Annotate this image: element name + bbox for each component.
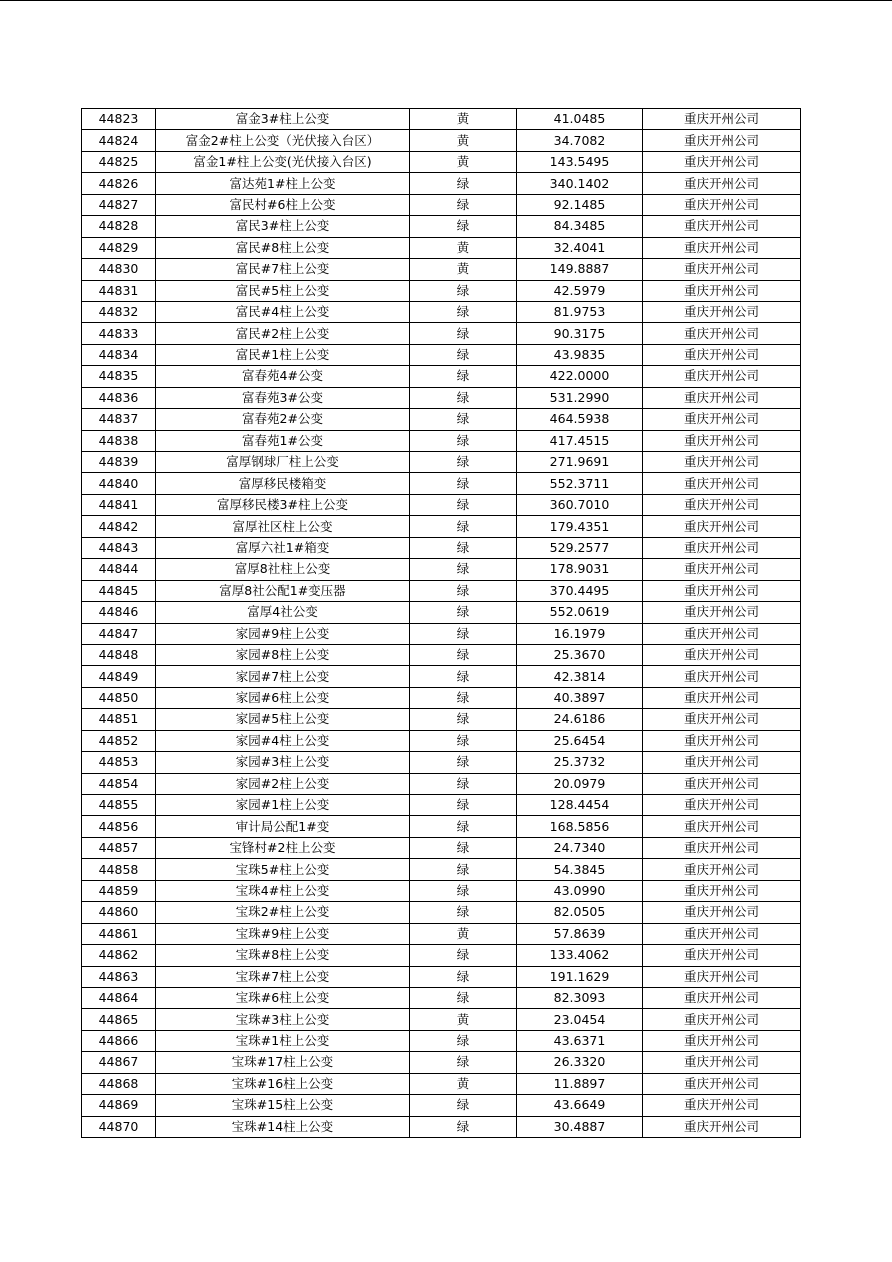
status-level-cell: 绿 — [410, 644, 517, 665]
capacity-value-cell: 422.0000 — [517, 366, 643, 387]
status-level-cell: 绿 — [410, 752, 517, 773]
company-cell: 重庆开州公司 — [643, 644, 801, 665]
table-row — [82, 795, 801, 816]
company-cell: 重庆开州公司 — [643, 194, 801, 215]
capacity-value-cell: 340.1402 — [517, 173, 643, 194]
row-id-cell: 44866 — [82, 1030, 156, 1051]
capacity-value-cell: 25.6454 — [517, 730, 643, 751]
transformer-name-cell: 富民3#柱上公变 — [156, 216, 410, 237]
company-cell: 重庆开州公司 — [643, 537, 801, 558]
status-level-cell: 绿 — [410, 344, 517, 365]
capacity-value-cell: 191.1629 — [517, 966, 643, 987]
status-level-cell: 绿 — [410, 880, 517, 901]
table-row — [82, 1073, 801, 1094]
transformer-name-cell: 富春苑4#公变 — [156, 366, 410, 387]
row-id-cell: 44827 — [82, 194, 156, 215]
status-level-cell: 绿 — [410, 1095, 517, 1116]
capacity-value-cell: 25.3670 — [517, 644, 643, 665]
row-id-cell: 44864 — [82, 987, 156, 1008]
transformer-name-cell: 富厚移民楼3#柱上公变 — [156, 494, 410, 515]
transformer-name-cell: 富金2#柱上公变（光伏接入台区） — [156, 130, 410, 151]
row-id-cell: 44835 — [82, 366, 156, 387]
row-id-cell: 44848 — [82, 644, 156, 665]
table-row — [82, 602, 801, 623]
table-row — [82, 194, 801, 215]
row-id-cell: 44859 — [82, 880, 156, 901]
row-id-cell: 44853 — [82, 752, 156, 773]
row-id-cell: 44831 — [82, 280, 156, 301]
table-row — [82, 430, 801, 451]
status-level-cell: 绿 — [410, 816, 517, 837]
company-cell: 重庆开州公司 — [643, 773, 801, 794]
status-level-cell: 绿 — [410, 516, 517, 537]
transformer-name-cell: 富民#7柱上公变 — [156, 259, 410, 280]
company-cell: 重庆开州公司 — [643, 666, 801, 687]
status-level-cell: 绿 — [410, 837, 517, 858]
transformer-name-cell: 家园#4柱上公变 — [156, 730, 410, 751]
table-row — [82, 923, 801, 944]
transformer-name-cell: 富金3#柱上公变 — [156, 109, 410, 130]
capacity-value-cell: 11.8897 — [517, 1073, 643, 1094]
table-row — [82, 1116, 801, 1137]
capacity-value-cell: 149.8887 — [517, 259, 643, 280]
company-cell: 重庆开州公司 — [643, 387, 801, 408]
status-level-cell: 绿 — [410, 323, 517, 344]
row-id-cell: 44860 — [82, 902, 156, 923]
transformer-name-cell: 富春苑2#公变 — [156, 409, 410, 430]
table-row — [82, 859, 801, 880]
status-level-cell: 绿 — [410, 709, 517, 730]
capacity-value-cell: 40.3897 — [517, 687, 643, 708]
company-cell: 重庆开州公司 — [643, 1095, 801, 1116]
transformer-name-cell: 审计局公配1#变 — [156, 816, 410, 837]
table-row — [82, 216, 801, 237]
capacity-value-cell: 42.3814 — [517, 666, 643, 687]
capacity-value-cell: 82.3093 — [517, 987, 643, 1008]
transformer-name-cell: 宝珠#16柱上公变 — [156, 1073, 410, 1094]
row-id-cell: 44869 — [82, 1095, 156, 1116]
capacity-value-cell: 42.5979 — [517, 280, 643, 301]
transformer-name-cell: 宝珠#7柱上公变 — [156, 966, 410, 987]
row-id-cell: 44829 — [82, 237, 156, 258]
transformer-name-cell: 富民村#6柱上公变 — [156, 194, 410, 215]
transformer-name-cell: 家园#1柱上公变 — [156, 795, 410, 816]
status-level-cell: 绿 — [410, 409, 517, 430]
transformer-name-cell: 富厚六社1#箱变 — [156, 537, 410, 558]
table-row — [82, 452, 801, 473]
row-id-cell: 44845 — [82, 580, 156, 601]
transformer-name-cell: 家园#6柱上公变 — [156, 687, 410, 708]
transformer-name-cell: 富民#4柱上公变 — [156, 301, 410, 322]
row-id-cell: 44841 — [82, 494, 156, 515]
company-cell: 重庆开州公司 — [643, 473, 801, 494]
table-row — [82, 730, 801, 751]
capacity-value-cell: 552.0619 — [517, 602, 643, 623]
transformer-name-cell: 宝珠#15柱上公变 — [156, 1095, 410, 1116]
status-level-cell: 绿 — [410, 623, 517, 644]
status-level-cell: 绿 — [410, 730, 517, 751]
capacity-value-cell: 23.0454 — [517, 1009, 643, 1030]
status-level-cell: 黄 — [410, 151, 517, 172]
company-cell: 重庆开州公司 — [643, 1030, 801, 1051]
company-cell: 重庆开州公司 — [643, 130, 801, 151]
status-level-cell: 绿 — [410, 301, 517, 322]
transformer-table — [81, 108, 801, 1138]
table-row — [82, 130, 801, 151]
row-id-cell: 44870 — [82, 1116, 156, 1137]
capacity-value-cell: 370.4495 — [517, 580, 643, 601]
table-row — [82, 280, 801, 301]
status-level-cell: 绿 — [410, 537, 517, 558]
capacity-value-cell: 20.0979 — [517, 773, 643, 794]
company-cell: 重庆开州公司 — [643, 880, 801, 901]
company-cell: 重庆开州公司 — [643, 430, 801, 451]
status-level-cell: 绿 — [410, 494, 517, 515]
status-level-cell: 绿 — [410, 945, 517, 966]
capacity-value-cell: 43.9835 — [517, 344, 643, 365]
table-row — [82, 409, 801, 430]
table-row — [82, 945, 801, 966]
row-id-cell: 44865 — [82, 1009, 156, 1030]
capacity-value-cell: 34.7082 — [517, 130, 643, 151]
status-level-cell: 绿 — [410, 902, 517, 923]
transformer-name-cell: 宝珠#1柱上公变 — [156, 1030, 410, 1051]
table-row — [82, 773, 801, 794]
company-cell: 重庆开州公司 — [643, 923, 801, 944]
status-level-cell: 绿 — [410, 987, 517, 1008]
status-level-cell: 绿 — [410, 216, 517, 237]
company-cell: 重庆开州公司 — [643, 344, 801, 365]
status-level-cell: 绿 — [410, 602, 517, 623]
transformer-name-cell: 宝珠2#柱上公变 — [156, 902, 410, 923]
status-level-cell: 黄 — [410, 1073, 517, 1094]
row-id-cell: 44868 — [82, 1073, 156, 1094]
row-id-cell: 44837 — [82, 409, 156, 430]
transformer-name-cell: 宝锋村#2柱上公变 — [156, 837, 410, 858]
transformer-name-cell: 富厚8社柱上公变 — [156, 559, 410, 580]
status-level-cell: 绿 — [410, 173, 517, 194]
table-row — [82, 494, 801, 515]
status-level-cell: 绿 — [410, 280, 517, 301]
transformer-name-cell: 宝珠#17柱上公变 — [156, 1052, 410, 1073]
row-id-cell: 44836 — [82, 387, 156, 408]
capacity-value-cell: 41.0485 — [517, 109, 643, 130]
capacity-value-cell: 26.3320 — [517, 1052, 643, 1073]
table-row — [82, 559, 801, 580]
status-level-cell: 绿 — [410, 966, 517, 987]
row-id-cell: 44824 — [82, 130, 156, 151]
status-level-cell: 绿 — [410, 559, 517, 580]
status-level-cell: 绿 — [410, 687, 517, 708]
table-row — [82, 1095, 801, 1116]
row-id-cell: 44839 — [82, 452, 156, 473]
row-id-cell: 44854 — [82, 773, 156, 794]
transformer-name-cell: 宝珠#9柱上公变 — [156, 923, 410, 944]
company-cell: 重庆开州公司 — [643, 966, 801, 987]
capacity-value-cell: 360.7010 — [517, 494, 643, 515]
capacity-value-cell: 179.4351 — [517, 516, 643, 537]
table-row — [82, 301, 801, 322]
table-row — [82, 151, 801, 172]
table-row — [82, 1009, 801, 1030]
transformer-name-cell: 家园#5柱上公变 — [156, 709, 410, 730]
transformer-name-cell: 宝珠#14柱上公变 — [156, 1116, 410, 1137]
table-row — [82, 902, 801, 923]
status-level-cell: 绿 — [410, 580, 517, 601]
capacity-value-cell: 82.0505 — [517, 902, 643, 923]
company-cell: 重庆开州公司 — [643, 452, 801, 473]
capacity-value-cell: 90.3175 — [517, 323, 643, 344]
status-level-cell: 绿 — [410, 473, 517, 494]
row-id-cell: 44852 — [82, 730, 156, 751]
capacity-value-cell: 54.3845 — [517, 859, 643, 880]
transformer-name-cell: 家园#9柱上公变 — [156, 623, 410, 644]
status-level-cell: 黄 — [410, 237, 517, 258]
row-id-cell: 44847 — [82, 623, 156, 644]
row-id-cell: 44863 — [82, 966, 156, 987]
capacity-value-cell: 81.9753 — [517, 301, 643, 322]
company-cell: 重庆开州公司 — [643, 216, 801, 237]
company-cell: 重庆开州公司 — [643, 259, 801, 280]
status-level-cell: 绿 — [410, 666, 517, 687]
company-cell: 重庆开州公司 — [643, 301, 801, 322]
status-level-cell: 绿 — [410, 1116, 517, 1137]
company-cell: 重庆开州公司 — [643, 559, 801, 580]
table-row — [82, 237, 801, 258]
capacity-value-cell: 92.1485 — [517, 194, 643, 215]
capacity-value-cell: 43.6649 — [517, 1095, 643, 1116]
row-id-cell: 44857 — [82, 837, 156, 858]
status-level-cell: 绿 — [410, 430, 517, 451]
table-row — [82, 987, 801, 1008]
row-id-cell: 44858 — [82, 859, 156, 880]
row-id-cell: 44828 — [82, 216, 156, 237]
capacity-value-cell: 168.5856 — [517, 816, 643, 837]
company-cell: 重庆开州公司 — [643, 795, 801, 816]
status-level-cell: 绿 — [410, 194, 517, 215]
company-cell: 重庆开州公司 — [643, 151, 801, 172]
table-row — [82, 709, 801, 730]
table-row — [82, 537, 801, 558]
transformer-name-cell: 宝珠#8柱上公变 — [156, 945, 410, 966]
table-row — [82, 387, 801, 408]
transformer-name-cell: 富金1#柱上公变(光伏接入台区) — [156, 151, 410, 172]
row-id-cell: 44856 — [82, 816, 156, 837]
transformer-name-cell: 宝珠4#柱上公变 — [156, 880, 410, 901]
status-level-cell: 绿 — [410, 1030, 517, 1051]
transformer-name-cell: 家园#8柱上公变 — [156, 644, 410, 665]
table-row — [82, 323, 801, 344]
transformer-name-cell: 富春苑3#公变 — [156, 387, 410, 408]
company-cell: 重庆开州公司 — [643, 602, 801, 623]
table-row — [82, 1052, 801, 1073]
capacity-value-cell: 128.4454 — [517, 795, 643, 816]
capacity-value-cell: 417.4515 — [517, 430, 643, 451]
row-id-cell: 44843 — [82, 537, 156, 558]
table-row — [82, 173, 801, 194]
status-level-cell: 黄 — [410, 923, 517, 944]
transformer-name-cell: 富民#8柱上公变 — [156, 237, 410, 258]
table-row — [82, 644, 801, 665]
company-cell: 重庆开州公司 — [643, 730, 801, 751]
table-row — [82, 752, 801, 773]
company-cell: 重庆开州公司 — [643, 1073, 801, 1094]
table-row — [82, 966, 801, 987]
status-level-cell: 黄 — [410, 1009, 517, 1030]
company-cell: 重庆开州公司 — [643, 237, 801, 258]
row-id-cell: 44855 — [82, 795, 156, 816]
company-cell: 重庆开州公司 — [643, 687, 801, 708]
capacity-value-cell: 84.3485 — [517, 216, 643, 237]
company-cell: 重庆开州公司 — [643, 323, 801, 344]
capacity-value-cell: 43.6371 — [517, 1030, 643, 1051]
table-body — [82, 109, 801, 1138]
table-row — [82, 687, 801, 708]
capacity-value-cell: 16.1979 — [517, 623, 643, 644]
table-row — [82, 109, 801, 130]
table-row — [82, 473, 801, 494]
capacity-value-cell: 178.9031 — [517, 559, 643, 580]
company-cell: 重庆开州公司 — [643, 623, 801, 644]
capacity-value-cell: 43.0990 — [517, 880, 643, 901]
capacity-value-cell: 529.2577 — [517, 537, 643, 558]
transformer-name-cell: 富厚钢球厂柱上公变 — [156, 452, 410, 473]
table-row — [82, 366, 801, 387]
capacity-value-cell: 30.4887 — [517, 1116, 643, 1137]
status-level-cell: 绿 — [410, 859, 517, 880]
company-cell: 重庆开州公司 — [643, 902, 801, 923]
transformer-name-cell: 富达苑1#柱上公变 — [156, 173, 410, 194]
company-cell: 重庆开州公司 — [643, 516, 801, 537]
status-level-cell: 绿 — [410, 387, 517, 408]
capacity-value-cell: 24.7340 — [517, 837, 643, 858]
company-cell: 重庆开州公司 — [643, 752, 801, 773]
row-id-cell: 44833 — [82, 323, 156, 344]
transformer-name-cell: 富民#5柱上公变 — [156, 280, 410, 301]
company-cell: 重庆开州公司 — [643, 280, 801, 301]
table-row — [82, 580, 801, 601]
company-cell: 重庆开州公司 — [643, 173, 801, 194]
row-id-cell: 44844 — [82, 559, 156, 580]
row-id-cell: 44830 — [82, 259, 156, 280]
transformer-name-cell: 富厚8社公配1#变压器 — [156, 580, 410, 601]
table-row — [82, 1030, 801, 1051]
row-id-cell: 44861 — [82, 923, 156, 944]
capacity-value-cell: 552.3711 — [517, 473, 643, 494]
company-cell: 重庆开州公司 — [643, 859, 801, 880]
table-row — [82, 816, 801, 837]
transformer-name-cell: 宝珠#6柱上公变 — [156, 987, 410, 1008]
status-level-cell: 绿 — [410, 452, 517, 473]
company-cell: 重庆开州公司 — [643, 494, 801, 515]
capacity-value-cell: 271.9691 — [517, 452, 643, 473]
table-row — [82, 623, 801, 644]
capacity-value-cell: 464.5938 — [517, 409, 643, 430]
transformer-name-cell: 家园#2柱上公变 — [156, 773, 410, 794]
row-id-cell: 44840 — [82, 473, 156, 494]
transformer-name-cell: 富厚4社公变 — [156, 602, 410, 623]
transformer-name-cell: 家园#3柱上公变 — [156, 752, 410, 773]
row-id-cell: 44851 — [82, 709, 156, 730]
transformer-name-cell: 家园#7柱上公变 — [156, 666, 410, 687]
row-id-cell: 44842 — [82, 516, 156, 537]
table-row — [82, 880, 801, 901]
row-id-cell: 44850 — [82, 687, 156, 708]
capacity-value-cell: 25.3732 — [517, 752, 643, 773]
page-top-border — [0, 0, 892, 1]
status-level-cell: 绿 — [410, 773, 517, 794]
capacity-value-cell: 57.8639 — [517, 923, 643, 944]
row-id-cell: 44834 — [82, 344, 156, 365]
row-id-cell: 44823 — [82, 109, 156, 130]
transformer-name-cell: 宝珠#3柱上公变 — [156, 1009, 410, 1030]
capacity-value-cell: 24.6186 — [517, 709, 643, 730]
row-id-cell: 44846 — [82, 602, 156, 623]
table-row — [82, 516, 801, 537]
transformer-name-cell: 富春苑1#公变 — [156, 430, 410, 451]
row-id-cell: 44862 — [82, 945, 156, 966]
company-cell: 重庆开州公司 — [643, 1052, 801, 1073]
status-level-cell: 绿 — [410, 1052, 517, 1073]
company-cell: 重庆开州公司 — [643, 945, 801, 966]
status-level-cell: 绿 — [410, 366, 517, 387]
transformer-name-cell: 富民#1柱上公变 — [156, 344, 410, 365]
company-cell: 重庆开州公司 — [643, 409, 801, 430]
row-id-cell: 44832 — [82, 301, 156, 322]
status-level-cell: 黄 — [410, 130, 517, 151]
company-cell: 重庆开州公司 — [643, 837, 801, 858]
capacity-value-cell: 143.5495 — [517, 151, 643, 172]
table-row — [82, 259, 801, 280]
company-cell: 重庆开州公司 — [643, 1116, 801, 1137]
transformer-name-cell: 富厚移民楼箱变 — [156, 473, 410, 494]
table-row — [82, 666, 801, 687]
company-cell: 重庆开州公司 — [643, 1009, 801, 1030]
status-level-cell: 黄 — [410, 259, 517, 280]
company-cell: 重庆开州公司 — [643, 987, 801, 1008]
row-id-cell: 44825 — [82, 151, 156, 172]
row-id-cell: 44826 — [82, 173, 156, 194]
company-cell: 重庆开州公司 — [643, 366, 801, 387]
capacity-value-cell: 32.4041 — [517, 237, 643, 258]
company-cell: 重庆开州公司 — [643, 709, 801, 730]
company-cell: 重庆开州公司 — [643, 580, 801, 601]
table-row — [82, 344, 801, 365]
row-id-cell: 44838 — [82, 430, 156, 451]
status-level-cell: 绿 — [410, 795, 517, 816]
capacity-value-cell: 531.2990 — [517, 387, 643, 408]
status-level-cell: 黄 — [410, 109, 517, 130]
transformer-name-cell: 富厚社区柱上公变 — [156, 516, 410, 537]
transformer-name-cell: 富民#2柱上公变 — [156, 323, 410, 344]
company-cell: 重庆开州公司 — [643, 109, 801, 130]
row-id-cell: 44849 — [82, 666, 156, 687]
row-id-cell: 44867 — [82, 1052, 156, 1073]
table-row — [82, 837, 801, 858]
transformer-name-cell: 宝珠5#柱上公变 — [156, 859, 410, 880]
capacity-value-cell: 133.4062 — [517, 945, 643, 966]
company-cell: 重庆开州公司 — [643, 816, 801, 837]
